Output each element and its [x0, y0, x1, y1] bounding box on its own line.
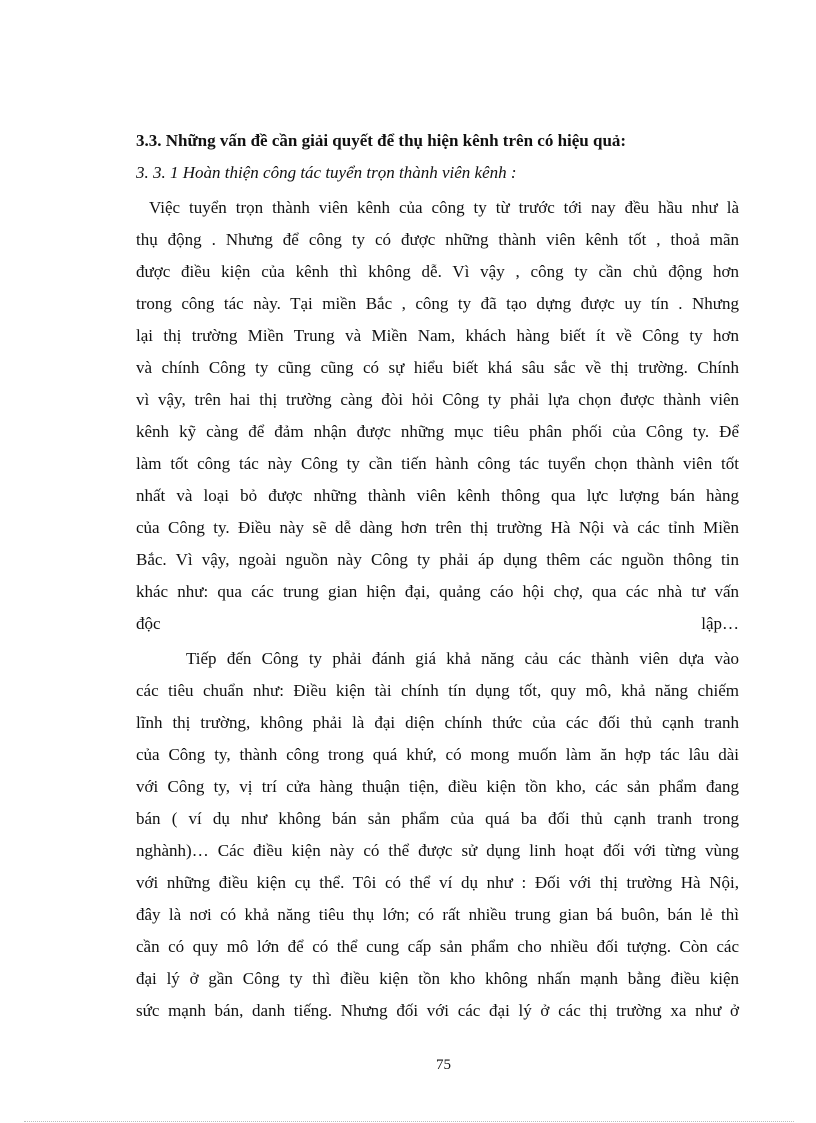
paragraph-line: nghành)… Các điều kiện này có thể được sử dụng linh hoạt đối với từng vùng: [136, 841, 739, 860]
paragraph-line: vì vậy, trên hai thị trường càng đòi hỏi Công ty phải lựa chọn được thành viên: [136, 390, 739, 409]
paragraph-line: của Công ty, thành công trong quá khứ, có mong muốn làm ăn hợp tác lâu dài: [136, 745, 739, 764]
paragraph-line: đại lý ở gần Công ty thì điều kiện tồn kho không nhấn mạnh bằng điều kiện: [136, 969, 739, 988]
section-heading: 3.3. Những vấn đề cần giải quyết để thụ hiện kênh trên có hiệu quả:: [136, 131, 627, 150]
paragraph-line: Bắc. Vì vậy, ngoài nguồn này Công ty phải áp dụng thêm các nguồn thông tin: [136, 550, 739, 569]
paragraph-line: với những điều kiện cụ thể. Tôi có thể ví dụ như : Đối với thị trường Hà Nội,: [136, 873, 739, 892]
paragraph-line: sức mạnh bán, danh tiếng. Nhưng đối với các đại lý ở các thị trường xa như ở: [136, 1001, 739, 1020]
paragraph-line: khác như: qua các trung gian hiện đại, quảng cáo hội chợ, qua các nhà tư vấn: [136, 582, 739, 601]
paragraph-line: của Công ty. Điều này sẽ dễ dàng hơn trên thị trường Hà Nội và các tỉnh Miền: [136, 518, 739, 537]
paragraph-line: cần có quy mô lớn để có thể cung cấp sản phẩm cho nhiều đối tượng. Còn các: [136, 937, 739, 956]
page-number: 75: [436, 1057, 451, 1073]
paragraph-line: làm tốt công tác này Công ty cần tiến hành công tác tuyển chọn thành viên tốt: [136, 454, 739, 473]
paragraph-line: độc lập…: [136, 614, 739, 633]
subsection-heading: 3. 3. 1 Hoàn thiện công tác tuyển trọn thành viên kênh :: [136, 163, 517, 182]
paragraph-line: Việc tuyển trọn thành viên kênh của công ty từ trước tới nay đều hầu như là: [149, 198, 739, 217]
paragraph-line: bán ( ví dụ như không bán sản phẩm của quá ba đối thủ cạnh tranh trong: [136, 809, 739, 828]
paragraph-line: các tiêu chuẩn như: Điều kiện tài chính tín dụng tốt, quy mô, khả năng chiếm: [136, 681, 739, 700]
paragraph-line: nhất và loại bỏ được những thành viên kênh thông qua lực lượng bán hàng: [136, 486, 739, 505]
paragraph-line: trong công tác này. Tại miền Bắc , công ty đã tạo dựng được uy tín . Nhưng: [136, 294, 739, 313]
paragraph-line: kênh kỹ càng để đảm nhận được những mục tiêu phân phối của Công ty. Để: [136, 422, 739, 441]
paragraph-line: Tiếp đến Công ty phải đánh giá khả năng cảu các thành viên dựa vào: [186, 649, 739, 668]
paragraph-line: thụ động . Nhưng để công ty có được những thành viên kênh tốt , thoả mãn: [136, 230, 739, 249]
paragraph-line: đây là nơi có khả năng tiêu thụ lớn; có rất nhiều trung gian bá buôn, bán lẻ thì: [136, 905, 739, 924]
paragraph-line: lĩnh thị trường, không phải là đại diện chính thức của các đối thủ cạnh tranh: [136, 713, 739, 732]
paragraph-line: và chính Công ty cũng cũng có sự hiểu biết khá sâu sắc về thị trường. Chính: [136, 358, 739, 377]
paragraph-line: với Công ty, vị trí cửa hàng thuận tiện, điều kiện tồn kho, các sản phẩm đang: [136, 777, 739, 796]
paragraph-line: lại thị trường Miền Trung và Miền Nam, khách hàng biết ít về Công ty hơn: [136, 326, 739, 345]
footer-divider: [24, 1121, 794, 1122]
paragraph-line: được điều kiện của kênh thì không dễ. Vì vậy , công ty cần chủ động hơn: [136, 262, 739, 281]
